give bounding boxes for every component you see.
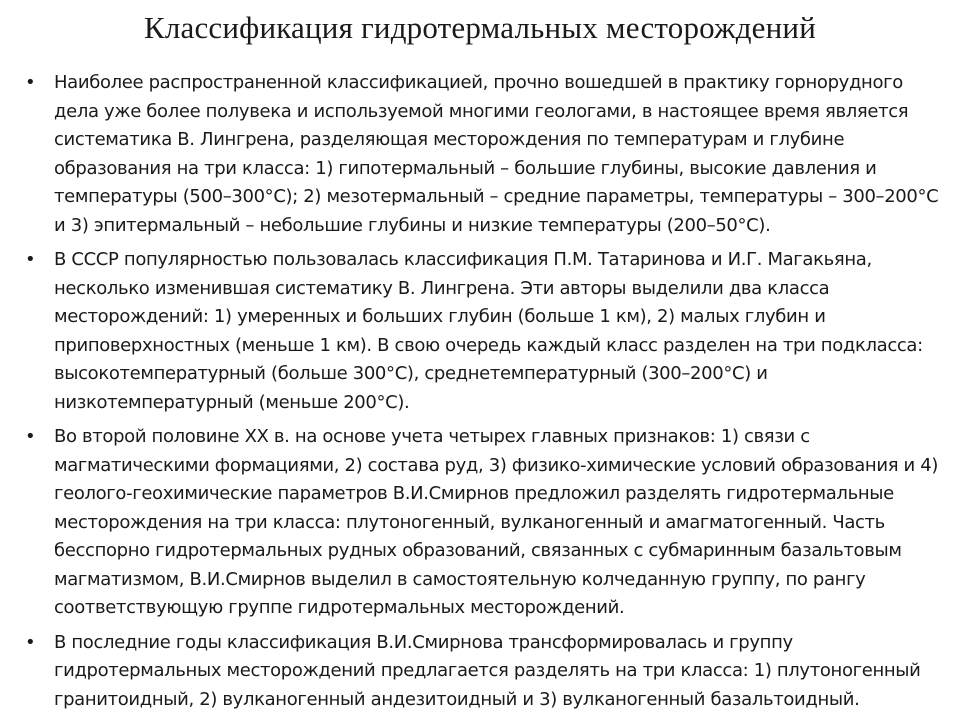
bullet-text: Во второй половине XX в. на основе учета четырех главных признаков: 1) связи с магматическими формациями, 2) состава руд, 3) физико-химические условий образования и 4) геолого-геохимические параметров В.И.Смирнов предложил разделять гидротермальные месторождения на три класса: плутоногенный, вулканогенный и амагматогенный. Часть бесспорно гидротермальных рудных образований, связанных с субмаринным базальтовым магматизмом, В.И.Смирнов выделил в самостоятельную колчеданную группу, по рангу соответствующую группе гидротермальных месторождений.: [54, 426, 939, 618]
bullet-marker: •: [25, 631, 36, 653]
bullet-list: [22, 69, 946, 720]
bullet-item-lindgren: [22, 69, 946, 240]
bullet-item-ussr: [22, 246, 946, 417]
bullet-marker: •: [25, 72, 36, 93]
slide-title: Классификация гидротермальных месторождений: [143, 10, 817, 45]
bullet-item-recent: [22, 629, 946, 715]
bullet-text: В СССР популярностью пользовалась классификация П.М. Татаринова и И.Г. Магакьяна, несколько изменившая систематику В. Лингрена. Эти авторы выделили два класса месторождений: 1) умеренных и больших глубин (больше 1 км), 2) малых глубин и приповерхностных (меньше 1 км). В свою очередь каждый класс разделен на три подкласса: высокотемпературный (больше 300°С), среднетемпературный (300–200°С) и низкотемпературный (меньше 200°С).: [54, 249, 923, 413]
bullet-item-smirnov: [22, 423, 946, 623]
bullet-marker: •: [25, 249, 36, 270]
bullet-text: В последние годы классификация В.И.Смирнова трансформировалась и группу гидротермальных месторождений предлагается разделять на три класса: 1) плутоногенный гранитоидный, 2) вулканогенный андезитоидный и 3) вулканогенный базальтоидный.: [54, 631, 921, 710]
bullet-text: Наиболее распространенной классификацией, прочно вошедшей в практику горнорудного дела уже более полувека и используемой многими геологами, в настоящее время является систематика В. Лингрена, разделяющая месторождения по температурам и глубине образования на три класса: 1) гипотермальный – большие глубины, высокие давления и температуры (500–300°С); 2) мезотермальный – средние параметры, температуры – 300–200°С и 3) эпитермальный – небольшие глубины и низкие температуры (200–50°С).: [54, 72, 939, 236]
bullet-marker: •: [25, 426, 36, 447]
